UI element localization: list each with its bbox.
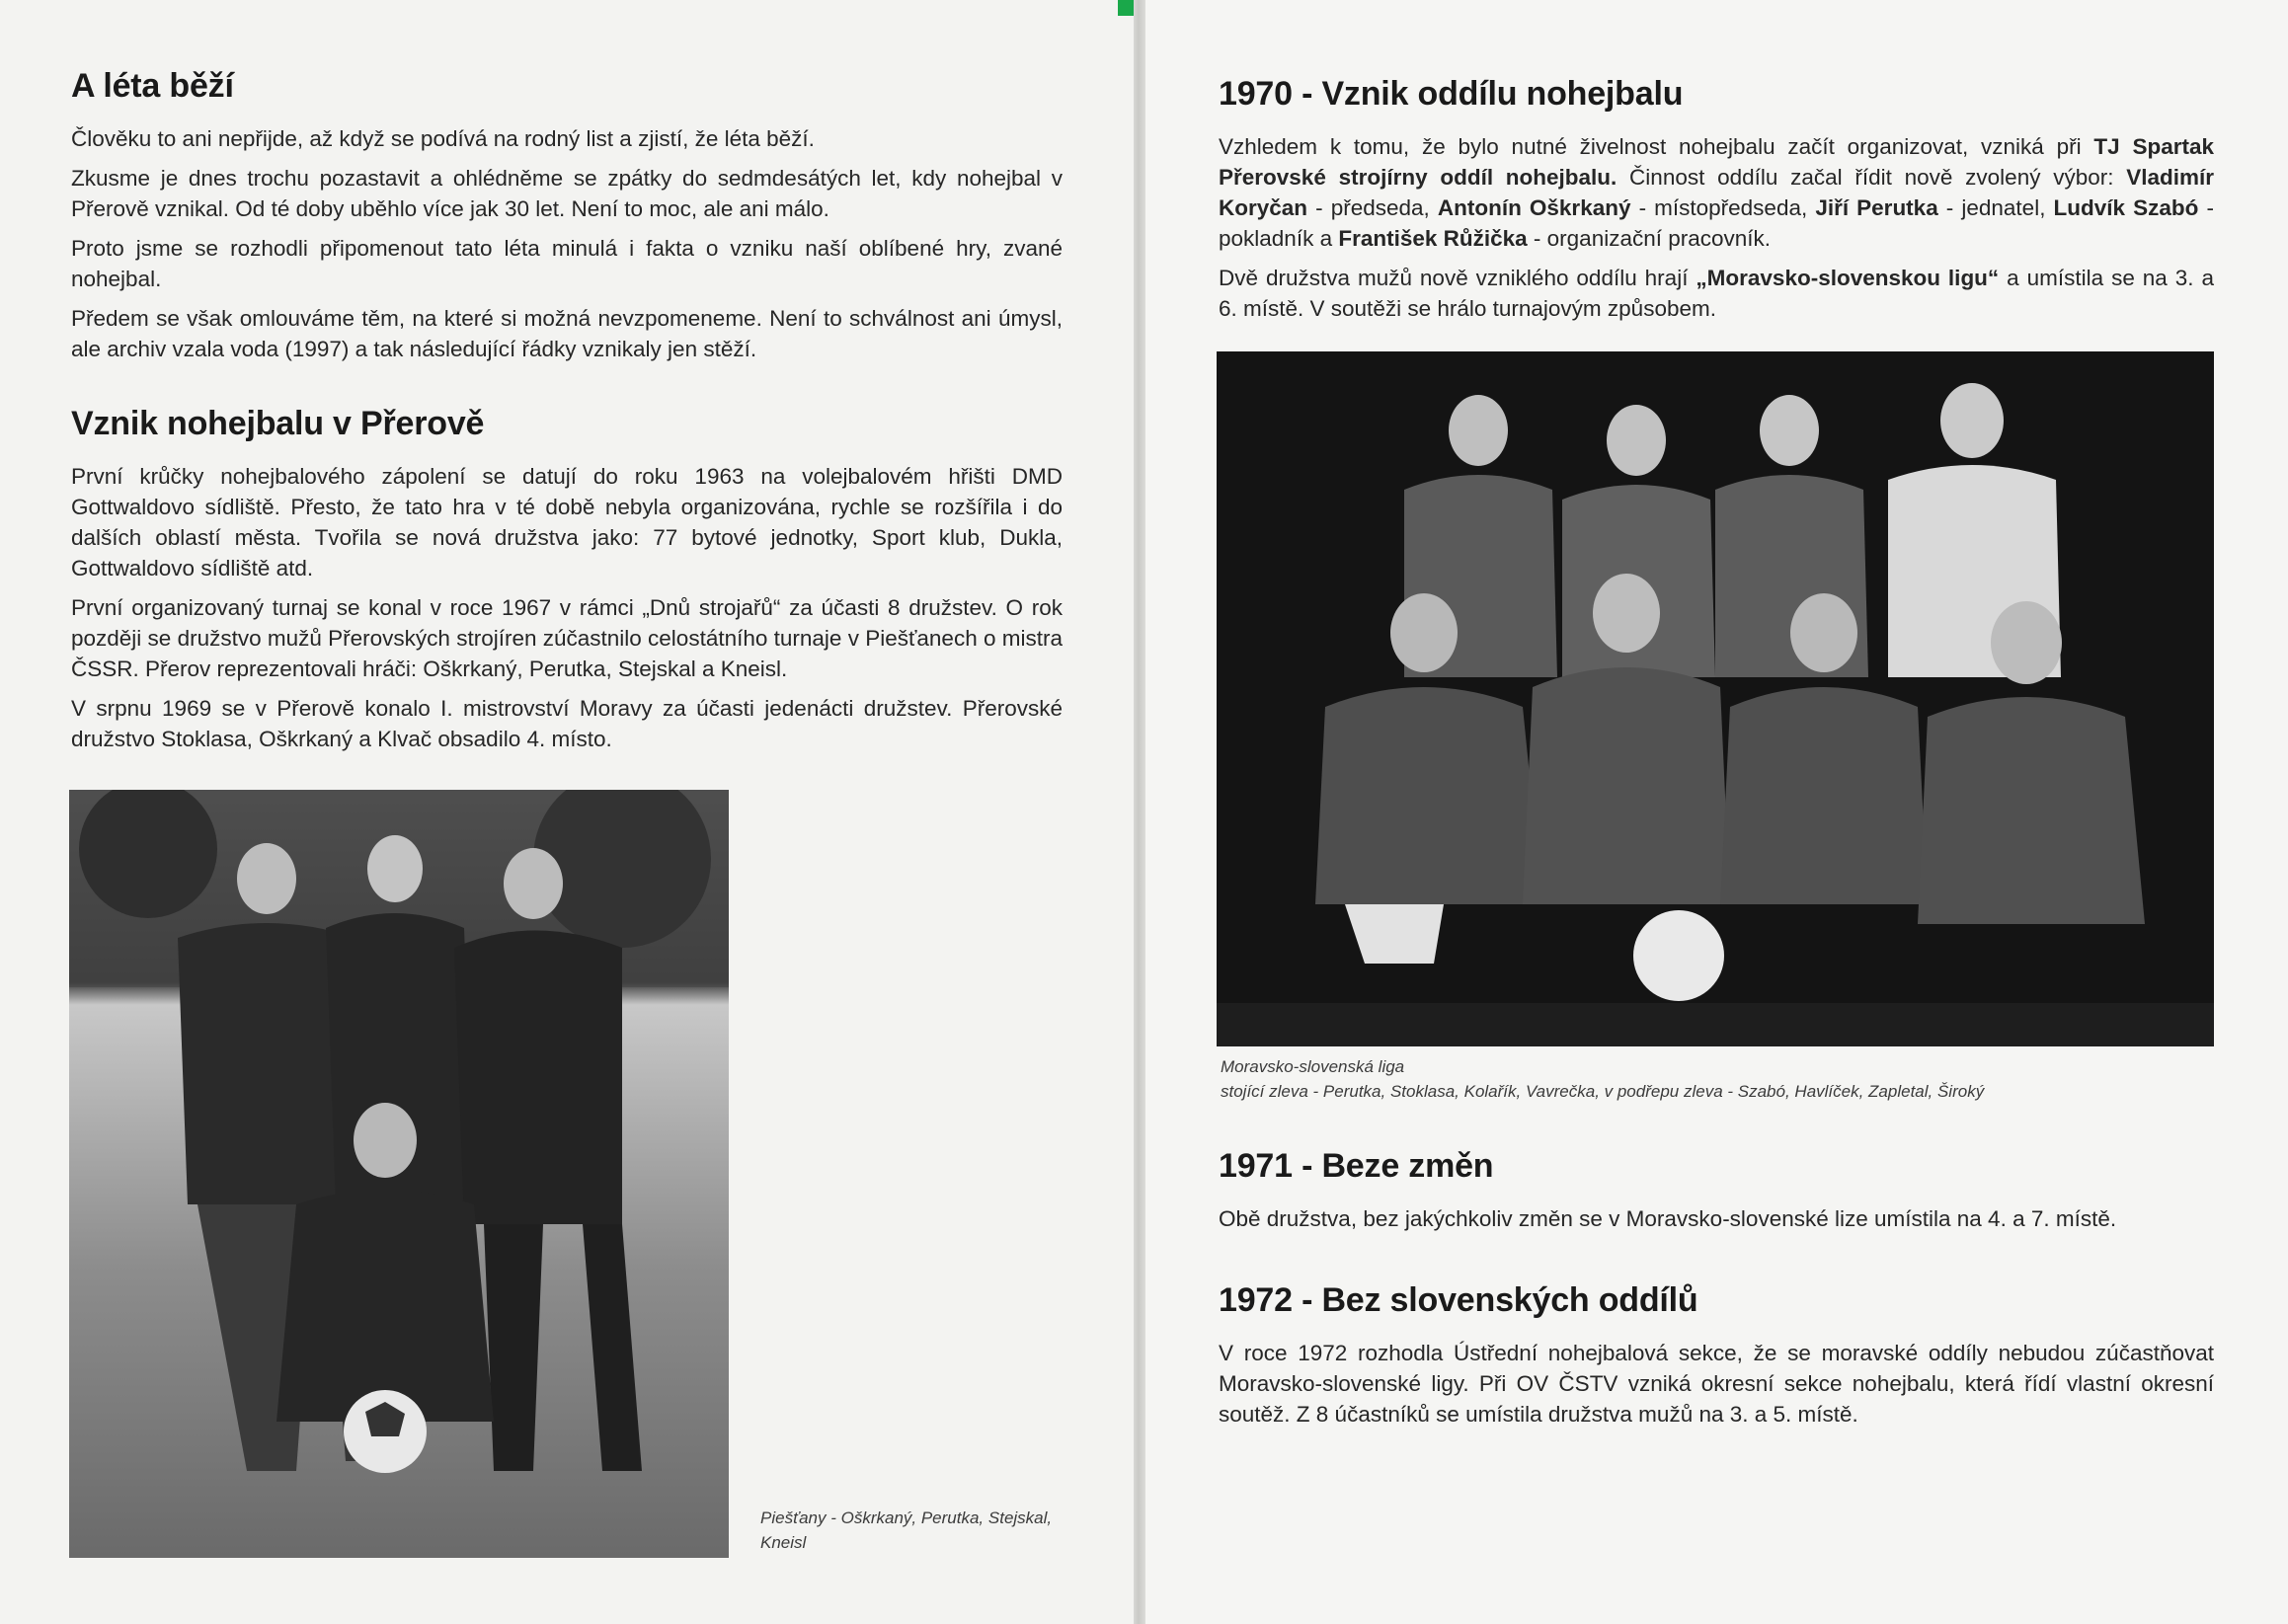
right-page (1145, 0, 2288, 1624)
section-title: Vznik nohejbalu v Přerově (71, 405, 485, 442)
section-title: 1972 - Bez slovenských oddílů (1219, 1281, 1698, 1319)
section-title: A léta běží (71, 67, 234, 105)
photo-caption-names: stojící zleva - Perutka, Stoklasa, Kolařík, Vavrečka, v podřepu zleva - Szabó, Havlíček, Zapletal, Široký (1221, 1082, 1985, 1101)
paragraph: Člověku to ani nepřijde, až když se podívá na rodný list a zjistí, že léta běží. (71, 126, 815, 151)
section-leta-bezi (71, 67, 1063, 373)
section-1971 (1219, 1147, 2214, 1243)
photo-caption: Piešťany - Oškrkaný, Perutka, Stejskal, Kneisl (760, 1508, 1053, 1552)
paragraph: První organizovaný turnaj se konal v roce 1967 v rámci „Dnů strojařů“ za účasti 8 družstev. O rok později se družstvo mužů Přerovských strojíren zúčastnilo celostátního turnaje v Piešťanech o mistra ČSSR. Přerov reprezentovali hráči: Oškrkaný, Perutka, Stejskal a Kneisl. (71, 595, 1063, 681)
left-page (0, 0, 1134, 1624)
paragraph: Obě družstva, bez jakýchkoliv změn se v Moravsko-slovenské lize umístila na 4. a 7. místě. (1219, 1206, 2117, 1231)
paragraph: Zkusme je dnes trochu pozastavit a ohlédněme se zpátky do sedmdesátých let, kdy nohejbal v Přerově vznikal. Od té doby uběhlo více jak 30 let. Není to moc, ale ani málo. (71, 166, 1063, 221)
team-photo-liga (1217, 351, 2214, 1046)
section-title: 1971 - Beze změn (1219, 1147, 1494, 1185)
paragraph: V roce 1972 rozhodla Ústřední nohejbalová sekce, že se moravské oddíly nebudou zúčastňovat Moravsko-slovenské ligy. Při OV ČSTV vzniká okresní sekce nohejbalu, která řídí vlastní okresní soutěž. Z 8 účastníků se umístila družstva mužů na 3. a 5. místě. (1219, 1341, 2214, 1427)
paragraph: Předem se však omlouváme těm, na které si možná nevzpomeneme. Není to schválnost ani úmysl, ale archiv vzala voda (1997) a tak následující řádky vznikaly jen stěží. (71, 306, 1063, 361)
paragraph: Proto jsme se rozhodli připomenout tato léta minulá i fakta o vzniku naší oblíbené hry, zvané nohejbal. (71, 236, 1063, 291)
team-photo-piestany (69, 790, 729, 1558)
page-gutter (1134, 0, 1145, 1624)
paragraph: První krůčky nohejbalového zápolení se datují do roku 1963 na volejbalovém hřišti DMD Gottwaldovo sídliště. Přesto, že tato hra v té době nebyla organizována, rychle se rozšířila i do dalších oblastí města. Tvořila se nová družstva jako: 77 bytové jednotky, Sport klub, Dukla, Gottwaldovo sídliště atd. (71, 464, 1063, 580)
photo-caption-title: Moravsko-slovenská liga (1221, 1057, 1405, 1076)
paragraph: Vzhledem k tomu, že bylo nutné živelnost nohejbalu začít organizovat, vzniká při TJ Spartak Přerovské strojírny oddíl nohejbalu. Činnost oddílu začal řídit nově zvolený výbor: Vladimír Koryčan - předseda, Antonín Oškrkaný - místopředseda, Jiří Perutka - jednatel, Ludvík Szabó - pokladník a František Růžička - organizační pracovník. (1219, 134, 2214, 251)
section-title: 1970 - Vznik oddílu nohejbalu (1219, 75, 1684, 113)
paragraph: Dvě družstva mužů nově vzniklého oddílu hrají „Moravsko-slovenskou ligu“ a umístila se na 3. a 6. místě. V soutěži se hrálo turnajovým způsobem. (1219, 266, 2215, 321)
section-vznik-nohejbalu (71, 405, 1063, 763)
section-1970 (1219, 75, 2214, 333)
paragraph: V srpnu 1969 se v Přerově konalo I. mistrovství Moravy za účasti jedenácti družstev. Přerovské družstvo Stoklasa, Oškrkaný a Klvač obsadilo 4. místo. (71, 696, 1063, 751)
section-1972 (1219, 1281, 2214, 1438)
